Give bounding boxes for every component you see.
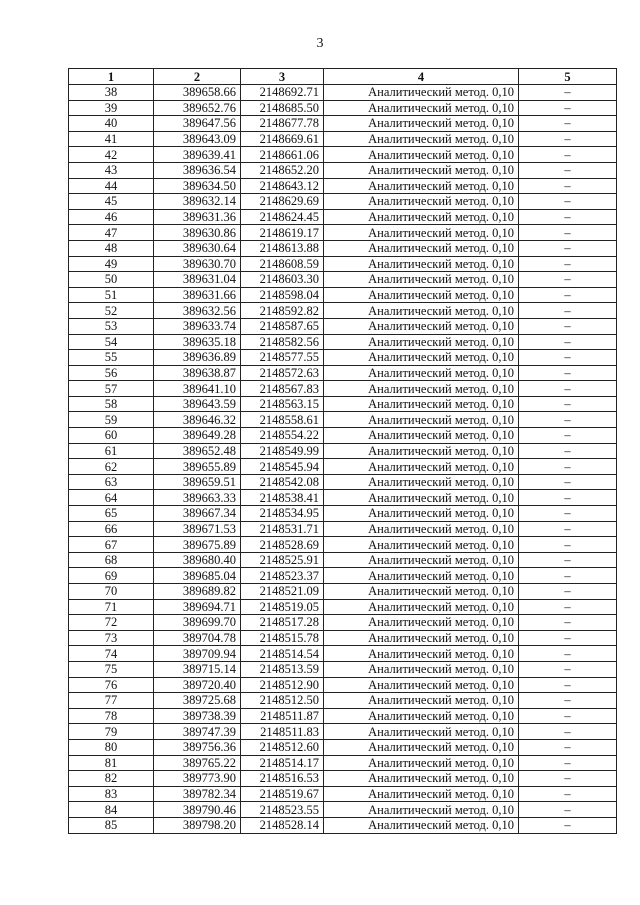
cell-point-number: 85 [69,817,154,833]
cell-y-coordinate: 2148613.88 [241,240,324,256]
cell-description: – [519,693,617,709]
cell-method: Аналитический метод. 0,10 [324,568,519,584]
table-row [69,272,617,288]
cell-x-coordinate: 389747.39 [154,724,241,740]
cell-description: – [519,552,617,568]
cell-point-number: 57 [69,381,154,397]
cell-method: Аналитический метод. 0,10 [324,443,519,459]
table-row [69,490,617,506]
cell-method: Аналитический метод. 0,10 [324,771,519,787]
cell-y-coordinate: 2148511.87 [241,708,324,724]
cell-x-coordinate: 389715.14 [154,661,241,677]
table-row [69,474,617,490]
cell-method: Аналитический метод. 0,10 [324,459,519,475]
cell-description: – [519,303,617,319]
table-row [69,506,617,522]
table-row [69,630,617,646]
table-header-row [69,69,617,85]
cell-y-coordinate: 2148549.99 [241,443,324,459]
cell-point-number: 41 [69,131,154,147]
cell-description: – [519,802,617,818]
cell-y-coordinate: 2148563.15 [241,396,324,412]
table-row [69,334,617,350]
cell-description: – [519,739,617,755]
cell-method: Аналитический метод. 0,10 [324,817,519,833]
cell-x-coordinate: 389790.46 [154,802,241,818]
cell-point-number: 65 [69,506,154,522]
cell-method: Аналитический метод. 0,10 [324,490,519,506]
cell-method: Аналитический метод. 0,10 [324,630,519,646]
cell-point-number: 72 [69,615,154,631]
cell-y-coordinate: 2148558.61 [241,412,324,428]
cell-method: Аналитический метод. 0,10 [324,755,519,771]
cell-y-coordinate: 2148572.63 [241,365,324,381]
cell-point-number: 48 [69,240,154,256]
cell-description: – [519,412,617,428]
cell-y-coordinate: 2148534.95 [241,506,324,522]
cell-x-coordinate: 389632.14 [154,194,241,210]
cell-y-coordinate: 2148513.59 [241,661,324,677]
cell-x-coordinate: 389639.41 [154,147,241,163]
cell-method: Аналитический метод. 0,10 [324,584,519,600]
cell-point-number: 69 [69,568,154,584]
table-row [69,802,617,818]
cell-y-coordinate: 2148538.41 [241,490,324,506]
cell-x-coordinate: 389709.94 [154,646,241,662]
cell-method: Аналитический метод. 0,10 [324,412,519,428]
cell-description: – [519,724,617,740]
cell-description: – [519,256,617,272]
cell-y-coordinate: 2148517.28 [241,615,324,631]
cell-description: – [519,677,617,693]
cell-description: – [519,240,617,256]
cell-x-coordinate: 389671.53 [154,521,241,537]
cell-point-number: 71 [69,599,154,615]
table-row [69,708,617,724]
cell-description: – [519,615,617,631]
cell-point-number: 75 [69,661,154,677]
cell-y-coordinate: 2148677.78 [241,116,324,132]
cell-y-coordinate: 2148531.71 [241,521,324,537]
cell-y-coordinate: 2148608.59 [241,256,324,272]
cell-point-number: 63 [69,474,154,490]
cell-x-coordinate: 389655.89 [154,459,241,475]
cell-point-number: 81 [69,755,154,771]
cell-x-coordinate: 389704.78 [154,630,241,646]
cell-y-coordinate: 2148603.30 [241,272,324,288]
cell-description: – [519,209,617,225]
cell-method: Аналитический метод. 0,10 [324,428,519,444]
table-row [69,396,617,412]
column-header-point-number: 1 [69,69,154,85]
table-row [69,194,617,210]
cell-x-coordinate: 389631.04 [154,272,241,288]
cell-point-number: 47 [69,225,154,241]
cell-point-number: 38 [69,85,154,101]
cell-y-coordinate: 2148525.91 [241,552,324,568]
table-row [69,303,617,319]
table-row [69,755,617,771]
cell-description: – [519,599,617,615]
cell-point-number: 68 [69,552,154,568]
cell-description: – [519,396,617,412]
cell-x-coordinate: 389663.33 [154,490,241,506]
cell-description: – [519,365,617,381]
table-row [69,584,617,600]
cell-y-coordinate: 2148554.22 [241,428,324,444]
cell-point-number: 67 [69,537,154,553]
cell-method: Аналитический метод. 0,10 [324,365,519,381]
cell-y-coordinate: 2148567.83 [241,381,324,397]
cell-method: Аналитический метод. 0,10 [324,178,519,194]
cell-description: – [519,755,617,771]
table-row [69,412,617,428]
cell-x-coordinate: 389652.76 [154,100,241,116]
cell-method: Аналитический метод. 0,10 [324,100,519,116]
cell-point-number: 59 [69,412,154,428]
cell-x-coordinate: 389738.39 [154,708,241,724]
cell-description: – [519,817,617,833]
cell-method: Аналитический метод. 0,10 [324,786,519,802]
cell-method: Аналитический метод. 0,10 [324,802,519,818]
cell-method: Аналитический метод. 0,10 [324,396,519,412]
cell-point-number: 74 [69,646,154,662]
cell-description: – [519,85,617,101]
cell-y-coordinate: 2148624.45 [241,209,324,225]
cell-method: Аналитический метод. 0,10 [324,116,519,132]
cell-description: – [519,708,617,724]
table-row [69,287,617,303]
coordinates-table [68,68,617,834]
column-header-y: 3 [241,69,324,85]
cell-point-number: 50 [69,272,154,288]
cell-y-coordinate: 2148577.55 [241,350,324,366]
cell-y-coordinate: 2148516.53 [241,771,324,787]
table-row [69,537,617,553]
table-row [69,661,617,677]
cell-description: – [519,537,617,553]
cell-method: Аналитический метод. 0,10 [324,318,519,334]
cell-x-coordinate: 389641.10 [154,381,241,397]
cell-y-coordinate: 2148512.90 [241,677,324,693]
cell-x-coordinate: 389630.86 [154,225,241,241]
cell-x-coordinate: 389636.89 [154,350,241,366]
cell-x-coordinate: 389694.71 [154,599,241,615]
cell-x-coordinate: 389658.66 [154,85,241,101]
cell-description: – [519,474,617,490]
table-row [69,739,617,755]
table-row [69,646,617,662]
cell-description: – [519,287,617,303]
cell-x-coordinate: 389632.56 [154,303,241,319]
table-row [69,599,617,615]
cell-point-number: 80 [69,739,154,755]
table-row [69,116,617,132]
cell-description: – [519,272,617,288]
cell-method: Аналитический метод. 0,10 [324,693,519,709]
table-row [69,568,617,584]
cell-description: – [519,630,617,646]
cell-x-coordinate: 389782.34 [154,786,241,802]
cell-y-coordinate: 2148523.37 [241,568,324,584]
cell-x-coordinate: 389675.89 [154,537,241,553]
table-row [69,147,617,163]
cell-method: Аналитический метод. 0,10 [324,521,519,537]
cell-point-number: 56 [69,365,154,381]
cell-point-number: 52 [69,303,154,319]
page-number: 3 [316,36,324,51]
cell-point-number: 44 [69,178,154,194]
cell-point-number: 51 [69,287,154,303]
cell-x-coordinate: 389647.56 [154,116,241,132]
cell-y-coordinate: 2148521.09 [241,584,324,600]
cell-y-coordinate: 2148515.78 [241,630,324,646]
cell-x-coordinate: 389680.40 [154,552,241,568]
table-row [69,178,617,194]
cell-point-number: 66 [69,521,154,537]
cell-x-coordinate: 389699.70 [154,615,241,631]
cell-point-number: 54 [69,334,154,350]
cell-x-coordinate: 389633.74 [154,318,241,334]
table-body [69,85,617,834]
cell-description: – [519,194,617,210]
cell-point-number: 46 [69,209,154,225]
cell-method: Аналитический метод. 0,10 [324,272,519,288]
cell-description: – [519,334,617,350]
cell-y-coordinate: 2148514.17 [241,755,324,771]
table-row [69,318,617,334]
table-row [69,365,617,381]
cell-x-coordinate: 389638.87 [154,365,241,381]
cell-point-number: 61 [69,443,154,459]
cell-method: Аналитический метод. 0,10 [324,552,519,568]
cell-x-coordinate: 389798.20 [154,817,241,833]
cell-x-coordinate: 389765.22 [154,755,241,771]
cell-y-coordinate: 2148514.54 [241,646,324,662]
cell-y-coordinate: 2148519.67 [241,786,324,802]
cell-x-coordinate: 389773.90 [154,771,241,787]
cell-method: Аналитический метод. 0,10 [324,162,519,178]
cell-point-number: 77 [69,693,154,709]
table-row [69,724,617,740]
table-row [69,521,617,537]
table-row [69,443,617,459]
column-header-x: 2 [154,69,241,85]
cell-description: – [519,459,617,475]
cell-description: – [519,443,617,459]
cell-method: Аналитический метод. 0,10 [324,334,519,350]
cell-method: Аналитический метод. 0,10 [324,708,519,724]
table-row [69,771,617,787]
cell-x-coordinate: 389631.66 [154,287,241,303]
cell-method: Аналитический метод. 0,10 [324,147,519,163]
cell-x-coordinate: 389667.34 [154,506,241,522]
cell-description: – [519,786,617,802]
cell-description: – [519,506,617,522]
cell-x-coordinate: 389720.40 [154,677,241,693]
cell-y-coordinate: 2148528.69 [241,537,324,553]
cell-x-coordinate: 389649.28 [154,428,241,444]
table-row [69,786,617,802]
table-row [69,381,617,397]
table-row [69,85,617,101]
cell-description: – [519,131,617,147]
cell-method: Аналитический метод. 0,10 [324,537,519,553]
cell-x-coordinate: 389630.64 [154,240,241,256]
cell-y-coordinate: 2148523.55 [241,802,324,818]
table-row [69,552,617,568]
column-header-method: 4 [324,69,519,85]
cell-y-coordinate: 2148643.12 [241,178,324,194]
cell-point-number: 70 [69,584,154,600]
cell-description: – [519,568,617,584]
cell-description: – [519,178,617,194]
cell-x-coordinate: 389634.50 [154,178,241,194]
cell-method: Аналитический метод. 0,10 [324,225,519,241]
cell-point-number: 62 [69,459,154,475]
cell-method: Аналитический метод. 0,10 [324,209,519,225]
cell-method: Аналитический метод. 0,10 [324,381,519,397]
table-row [69,162,617,178]
cell-description: – [519,162,617,178]
cell-point-number: 53 [69,318,154,334]
cell-x-coordinate: 389659.51 [154,474,241,490]
cell-x-coordinate: 389630.70 [154,256,241,272]
cell-point-number: 73 [69,630,154,646]
cell-x-coordinate: 389643.09 [154,131,241,147]
cell-point-number: 45 [69,194,154,210]
cell-x-coordinate: 389631.36 [154,209,241,225]
cell-method: Аналитический метод. 0,10 [324,474,519,490]
table-row [69,677,617,693]
table-row [69,459,617,475]
cell-point-number: 58 [69,396,154,412]
cell-method: Аналитический метод. 0,10 [324,677,519,693]
cell-y-coordinate: 2148582.56 [241,334,324,350]
cell-method: Аналитический метод. 0,10 [324,85,519,101]
cell-point-number: 78 [69,708,154,724]
cell-y-coordinate: 2148512.60 [241,739,324,755]
cell-description: – [519,350,617,366]
cell-point-number: 55 [69,350,154,366]
cell-method: Аналитический метод. 0,10 [324,256,519,272]
cell-point-number: 42 [69,147,154,163]
cell-y-coordinate: 2148619.17 [241,225,324,241]
cell-description: – [519,521,617,537]
table-row [69,350,617,366]
cell-point-number: 79 [69,724,154,740]
cell-description: – [519,661,617,677]
cell-y-coordinate: 2148545.94 [241,459,324,475]
table-row [69,817,617,833]
cell-method: Аналитический метод. 0,10 [324,287,519,303]
table-row [69,240,617,256]
table-row [69,615,617,631]
cell-y-coordinate: 2148519.05 [241,599,324,615]
table-row [69,225,617,241]
cell-method: Аналитический метод. 0,10 [324,194,519,210]
column-header-description: 5 [519,69,617,85]
cell-x-coordinate: 389643.59 [154,396,241,412]
cell-y-coordinate: 2148512.50 [241,693,324,709]
cell-method: Аналитический метод. 0,10 [324,350,519,366]
cell-method: Аналитический метод. 0,10 [324,599,519,615]
cell-y-coordinate: 2148528.14 [241,817,324,833]
cell-x-coordinate: 389635.18 [154,334,241,350]
cell-description: – [519,771,617,787]
cell-x-coordinate: 389689.82 [154,584,241,600]
cell-y-coordinate: 2148661.06 [241,147,324,163]
table-row [69,131,617,147]
cell-description: – [519,428,617,444]
cell-y-coordinate: 2148629.69 [241,194,324,210]
table-row [69,693,617,709]
cell-y-coordinate: 2148652.20 [241,162,324,178]
cell-description: – [519,646,617,662]
table-row [69,100,617,116]
cell-x-coordinate: 389685.04 [154,568,241,584]
cell-point-number: 43 [69,162,154,178]
cell-y-coordinate: 2148587.65 [241,318,324,334]
cell-y-coordinate: 2148511.83 [241,724,324,740]
cell-method: Аналитический метод. 0,10 [324,506,519,522]
cell-x-coordinate: 389725.68 [154,693,241,709]
cell-method: Аналитический метод. 0,10 [324,303,519,319]
cell-method: Аналитический метод. 0,10 [324,240,519,256]
cell-method: Аналитический метод. 0,10 [324,646,519,662]
cell-point-number: 84 [69,802,154,818]
table-row [69,209,617,225]
cell-x-coordinate: 389756.36 [154,739,241,755]
cell-description: – [519,225,617,241]
cell-description: – [519,381,617,397]
cell-point-number: 49 [69,256,154,272]
cell-point-number: 82 [69,771,154,787]
cell-point-number: 64 [69,490,154,506]
cell-point-number: 60 [69,428,154,444]
cell-point-number: 39 [69,100,154,116]
cell-description: – [519,490,617,506]
cell-y-coordinate: 2148692.71 [241,85,324,101]
cell-point-number: 76 [69,677,154,693]
cell-y-coordinate: 2148592.82 [241,303,324,319]
cell-x-coordinate: 389646.32 [154,412,241,428]
cell-method: Аналитический метод. 0,10 [324,615,519,631]
cell-x-coordinate: 389652.48 [154,443,241,459]
cell-description: – [519,147,617,163]
cell-description: – [519,116,617,132]
cell-method: Аналитический метод. 0,10 [324,661,519,677]
cell-description: – [519,584,617,600]
table-row [69,256,617,272]
cell-x-coordinate: 389636.54 [154,162,241,178]
cell-method: Аналитический метод. 0,10 [324,724,519,740]
cell-point-number: 83 [69,786,154,802]
cell-y-coordinate: 2148685.50 [241,100,324,116]
cell-y-coordinate: 2148598.04 [241,287,324,303]
cell-method: Аналитический метод. 0,10 [324,131,519,147]
cell-description: – [519,100,617,116]
table-row [69,428,617,444]
cell-point-number: 40 [69,116,154,132]
cell-method: Аналитический метод. 0,10 [324,739,519,755]
cell-description: – [519,318,617,334]
cell-y-coordinate: 2148669.61 [241,131,324,147]
cell-y-coordinate: 2148542.08 [241,474,324,490]
